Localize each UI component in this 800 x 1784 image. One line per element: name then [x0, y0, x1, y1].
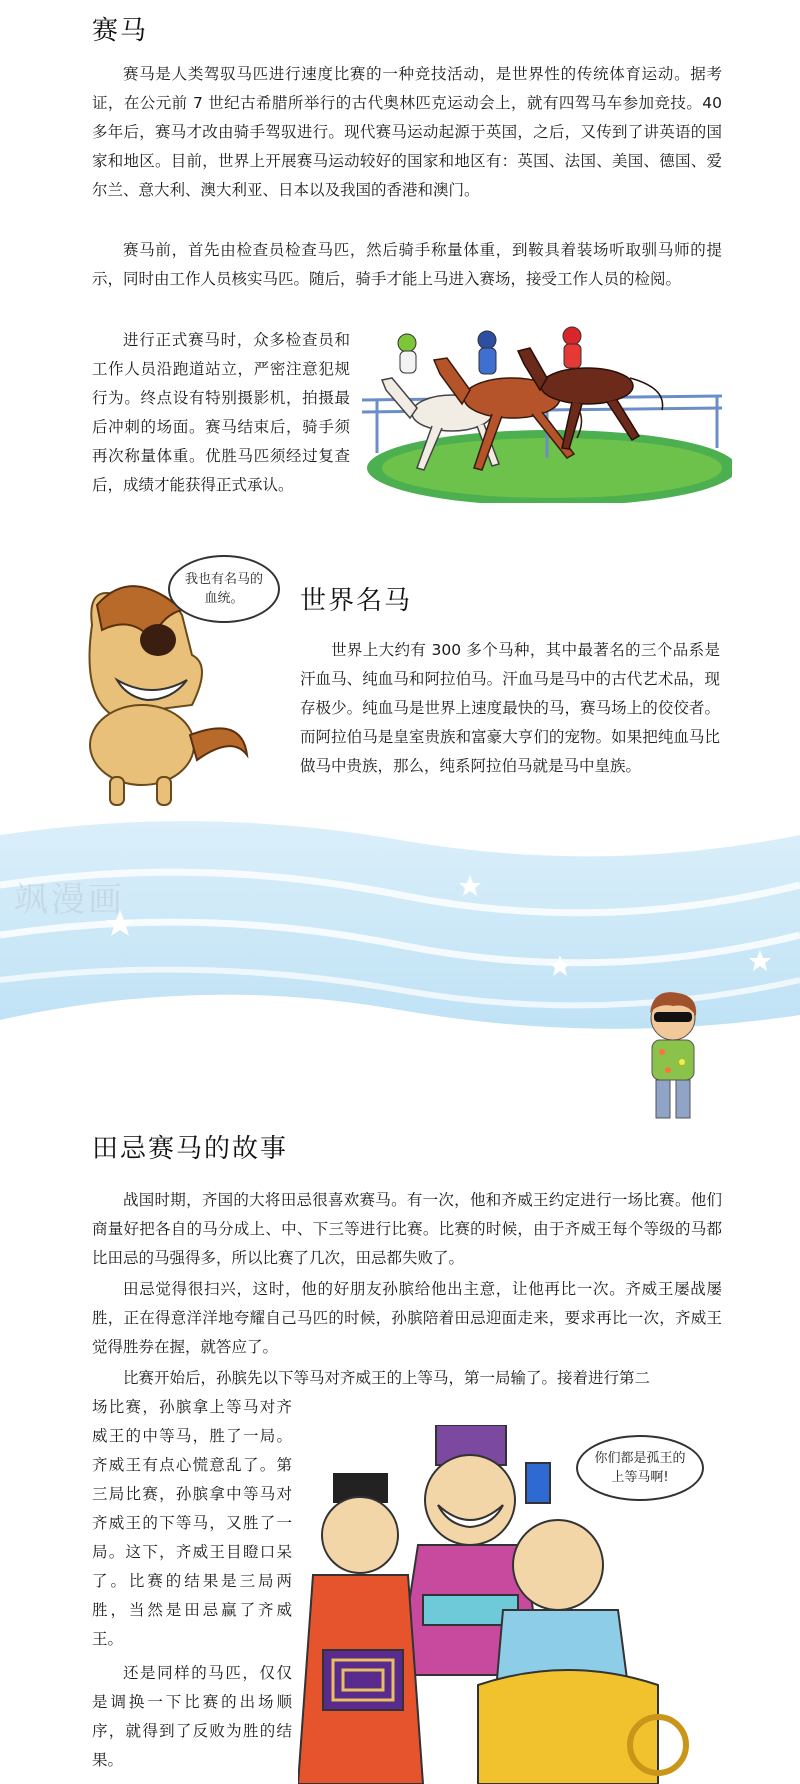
paragraph-racing-rules: 进行正式赛马时，众多检查员和工作人员沿跑道站立，严密注意犯规行为。终点设有特别摄影机，拍摄最后冲刺的场面。赛马结束后，骑手须再次称量体重。优胜马匹须经过复查后，成绩才能获得正式承认。	[92, 331, 350, 494]
watermark: 飒漫画	[14, 880, 125, 920]
paragraph-tianji-match: 场比赛，孙膑拿上等马对齐威王的中等马，胜了一局。齐威王有点心慌意乱了。第三局比赛，孙膑拿中等马对齐威王的下等马，又胜了一局。这下，齐威王目瞪口呆了。比赛的结果是三局两胜，当然是田忌赢了齐威王。	[92, 1398, 292, 1648]
paragraph-racing-intro: 赛马是人类驾驭马匹进行速度比赛的一种竞技活动，是世界性的传统体育运动。据考证，在公元前 7 世纪古希腊所举行的古代奥林匹克运动会上，就有四驾马车参加竞技。40 多年后，赛马才改由骑手驾驭进行。现代赛马运动起源于英国，之后，又传到了讲英语的国家和地区。目前，世界上开展赛马运动较好的国家和地区有：英国、法国、美国、德国、爱尔兰、意大利、澳大利亚、日本以及我国的香港和澳门。	[92, 65, 722, 199]
section-title-famous-horses: 世界名马	[300, 586, 413, 616]
section-title-horse-racing: 赛马	[92, 16, 149, 46]
paragraph-tianji-match-start: 比赛开始后，孙膑先以下等马对齐威王的上等马，第一局输了。接着进行第二	[123, 1369, 651, 1387]
cartoon-man-sunglasses	[638, 988, 708, 1128]
speech-bubble-king: 你们都是孤王的上等马啊!	[576, 1435, 704, 1501]
paragraph-racing-preparation: 赛马前，首先由检查员检查马匹，然后骑手称量体重，到鞍具着装场听取驯马师的提示，同时由工作人员核实马匹。随后，骑手才能上马进入赛场，接受工作人员的检阅。	[92, 241, 722, 288]
paragraph-tianji-advice: 田忌觉得很扫兴，这时，他的好朋友孙膑给他出主意，让他再比一次。齐威王屡战屡胜，正在得意洋洋地夸耀自己马匹的时候，孙膑陪着田忌迎面走来，要求再比一次，齐威王觉得胜券在握，就答应了。	[92, 1280, 722, 1356]
paragraph-famous-horses: 世界上大约有 300 多个马种，其中最著名的三个品系是汗血马、纯血马和阿拉伯马。汗血马是马中的古代艺术品，现存极少。纯血马是世界上速度最快的马，赛马场上的佼佼者。而阿拉伯马是皇室贵族和富豪大亨们的宠物。如果把纯血马比做马中贵族，那么，纯系阿拉伯马就是马中皇族。	[300, 641, 720, 775]
paragraph-tianji-conclusion: 还是同样的马匹，仅仅是调换一下比赛的出场顺序，就得到了反败为胜的结果。	[92, 1664, 292, 1769]
section-title-tianji-story: 田忌赛马的故事	[92, 1134, 289, 1164]
speech-bubble-horse: 我也有名马的血统。	[168, 555, 280, 623]
paragraph-tianji-background: 战国时期，齐国的大将田忌很喜欢赛马。有一次，他和齐威王约定进行一场比赛。他们商量好把各自的马分成上、中、下三等进行比赛。比赛的时候，由于齐威王每个等级的马都比田忌的马强得多，所以比赛了几次，田忌都失败了。	[92, 1191, 722, 1267]
horse-racing-illustration	[362, 318, 732, 503]
